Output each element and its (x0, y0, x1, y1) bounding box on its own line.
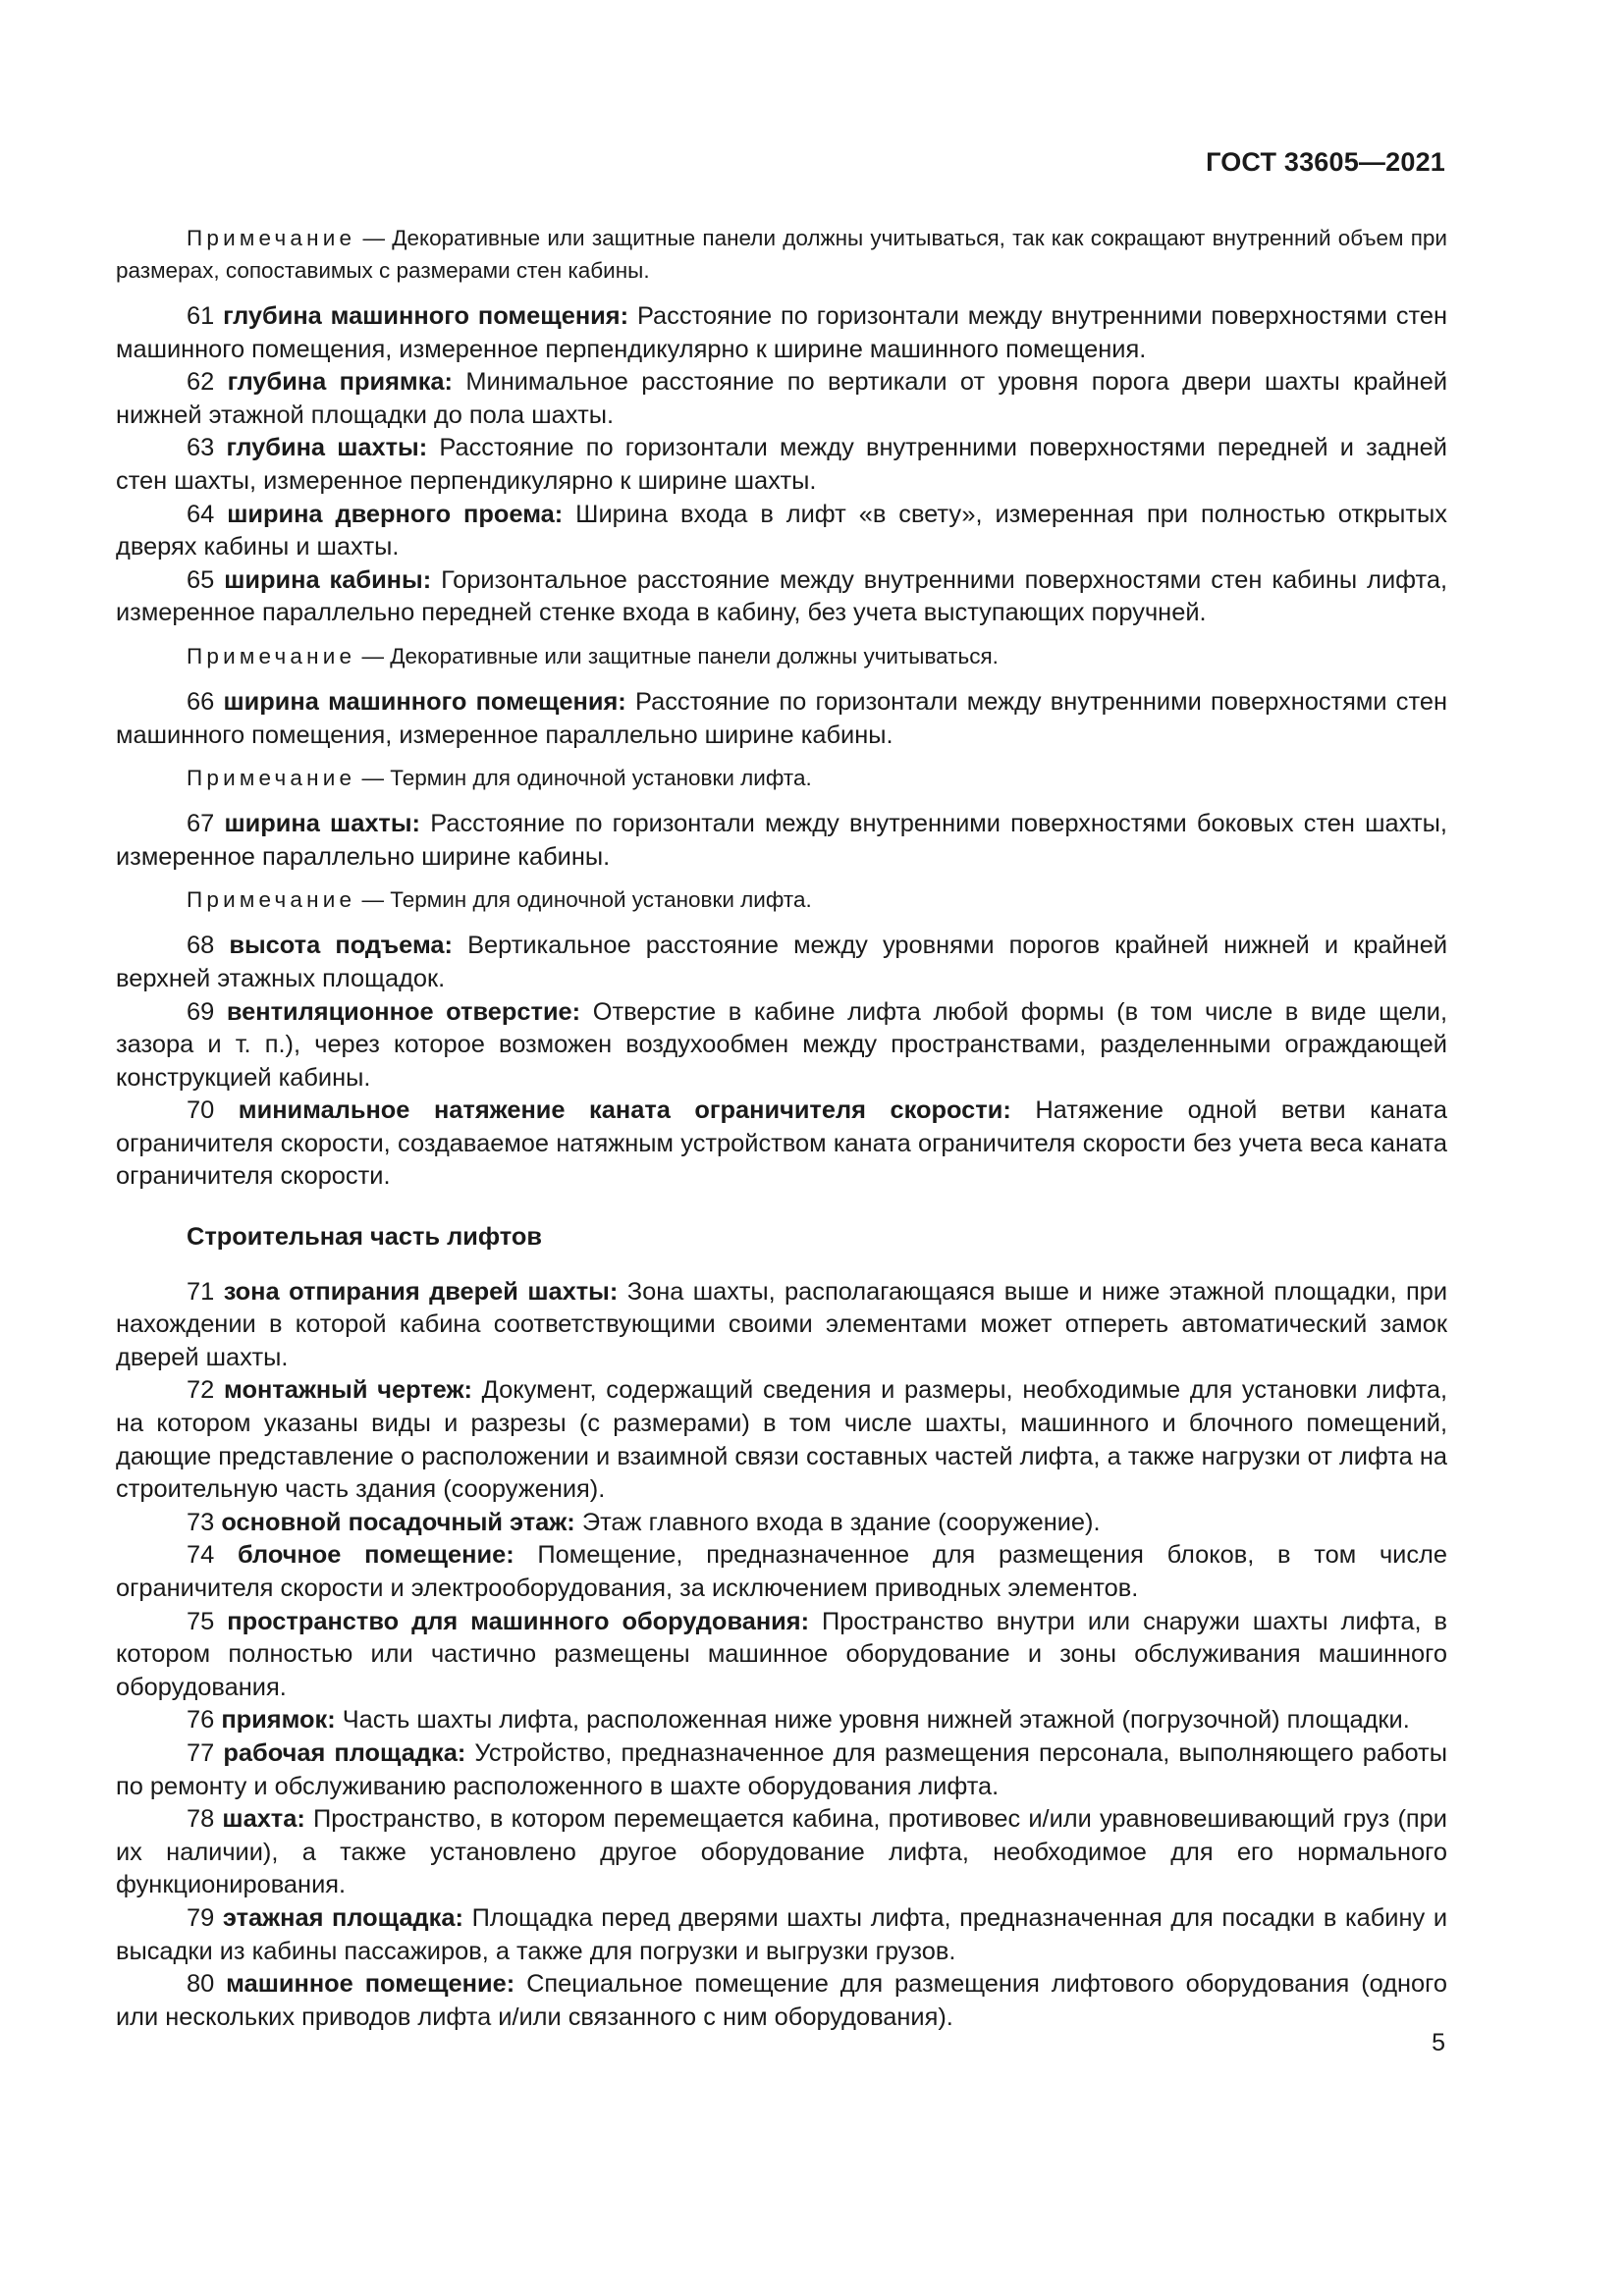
term-entry-66 (116, 686, 1447, 752)
term-definition: Вертикальное расстояние между уровнями порогов крайней нижней и крайней верхней этажных площадок. (116, 932, 1448, 992)
term-entry-77 (116, 1737, 1447, 1803)
term-title: блочное помещение: (238, 1541, 514, 1570)
term-definition: Расстояние по горизонтали между внутренними поверхностями передней и задней стен шахты, измеренное перпендикулярно к ширине шахты. (116, 434, 1447, 495)
note-label: Примечание (187, 887, 356, 913)
term-number: 72 (187, 1376, 215, 1405)
term-definition: Площадка перед дверями шахты лифта, предназначенная для посадки в кабину и высадки из кабины пассажиров, а также для погрузки и выгрузки грузов. (116, 1903, 1448, 1965)
note-text: Декоративные или защитные панели должны учитываться. (390, 643, 999, 668)
term-number: 67 (187, 810, 215, 838)
document-body (116, 222, 1447, 2034)
note-text: Термин для одиночной установки лифта. (390, 887, 812, 913)
term-title: вентиляционное отверстие: (226, 997, 581, 1026)
term-entry-65 (116, 564, 1447, 630)
term-number: 70 (187, 1096, 215, 1125)
term-definition: Минимальное расстояние по вертикали от уровня порога двери шахты крайней нижней этажной площадки до пола шахты. (116, 368, 1448, 429)
term-number: 76 (187, 1706, 215, 1735)
term-definition: Документ, содержащий сведения и размеры, необходимые для установки лифта, на котором указаны виды и разрезы (с размерами) в том числе шахты, машинного и блочного помещений, дающие представление о расположении и взаимной связи составных частей лифта, а также нагрузки от лифта на строительную часть здания (сооружения). (116, 1376, 1448, 1504)
term-title: машинное помещение: (226, 1970, 515, 1999)
term-title: этажная площадка: (222, 1903, 463, 1932)
term-title: глубина приямка: (227, 368, 453, 397)
term-entry-67 (116, 808, 1447, 874)
term-number: 62 (187, 368, 215, 397)
term-definition: Горизонтальное расстояние между внутренними поверхностями стен кабины лифта, измеренное параллельно передней стенке входа в кабину, без учета выступающих поручней. (116, 565, 1448, 627)
note-label: Примечание (187, 766, 356, 791)
term-entry-70 (116, 1095, 1447, 1194)
term-definition: Расстояние по горизонтали между внутренними поверхностями стен машинного помещения, измеренное перпендикулярно к ширине машинного помещения. (116, 302, 1447, 363)
term-number: 63 (187, 434, 215, 462)
term-entry-61 (116, 300, 1447, 366)
term-number: 78 (187, 1805, 215, 1834)
term-definition: Натяжение одной ветви каната ограничителя скорости, создаваемое натяжным устройством каната ограничителя скорости без учета веса каната ограничителя скорости. (116, 1096, 1447, 1191)
term-entry-73 (116, 1507, 1447, 1540)
term-title: ширина кабины: (224, 565, 432, 594)
note (116, 640, 1447, 672)
term-title: ширина машинного помещения: (223, 687, 626, 716)
term-title: шахта: (222, 1805, 305, 1834)
term-definition: Расстояние по горизонтали между внутренними поверхностями боковых стен шахты, измеренное параллельно ширине кабины. (116, 810, 1447, 871)
note (116, 222, 1447, 287)
term-title: ширина дверного проема: (227, 500, 564, 528)
term-definition: Пространство внутри или снаружи шахты лифта, в котором полностью или частично размещены машинное оборудование и зоны обслуживания машинного оборудования. (116, 1607, 1448, 1701)
term-number: 77 (187, 1738, 215, 1767)
term-title: приямок: (221, 1706, 336, 1735)
term-entry-72 (116, 1374, 1447, 1506)
term-number: 68 (187, 932, 215, 960)
term-definition: Этаж главного входа в здание (сооружение). (574, 1508, 1101, 1536)
term-definition: Специальное помещение для размещения лифтового оборудования (одного или нескольких приводов лифта и/или связанного с ним оборудования). (116, 1970, 1447, 2031)
term-entry-68 (116, 930, 1447, 995)
term-title: минимальное натяжение каната ограничителя скорости: (238, 1096, 1011, 1125)
note-text: Декоративные или защитные панели должны учитываться, так как сокращают внутренний объем при размерах, сопоставимых с размерами стен кабины. (116, 226, 1447, 283)
term-entry-74 (116, 1539, 1447, 1605)
term-number: 79 (187, 1903, 215, 1932)
term-definition: Помещение, предназначенное для размещения блоков, в том числе ограничителя скорости и электрооборудования, за исключением приводных элементов. (116, 1541, 1447, 1602)
term-title: высота подъема: (229, 932, 453, 960)
term-entry-71 (116, 1276, 1447, 1375)
note (116, 762, 1447, 794)
term-entry-80 (116, 1968, 1447, 2034)
term-definition: Зона шахты, располагающаяся выше и ниже этажной площадки, при нахождении в которой кабина соответствующими своими элементами может отпереть автоматический замок дверей шахты. (116, 1277, 1447, 1371)
note-dash: — (355, 766, 391, 791)
term-entry-69 (116, 996, 1447, 1095)
document-header: ГОСТ 33605—2021 (1206, 147, 1445, 177)
term-number: 75 (187, 1607, 215, 1635)
term-entry-62 (116, 366, 1447, 432)
term-number: 64 (187, 500, 215, 528)
term-number: 74 (187, 1541, 215, 1570)
note-label: Примечание (187, 643, 356, 668)
note-label: Примечание (187, 226, 356, 250)
term-title: глубина машинного помещения: (223, 302, 629, 330)
term-number: 69 (187, 997, 215, 1026)
note-dash: — (355, 226, 393, 250)
term-title: глубина шахты: (226, 434, 428, 462)
term-entry-64 (116, 499, 1447, 564)
term-entry-78 (116, 1803, 1447, 1902)
term-title: монтажный чертеж: (224, 1376, 472, 1405)
term-number: 71 (187, 1277, 215, 1306)
term-number: 61 (187, 302, 215, 330)
term-title: ширина шахты: (224, 810, 421, 838)
term-definition: Ширина входа в лифт «в свету», измеренная при полностью открытых дверях кабины и шахты. (116, 500, 1447, 561)
note-text: Термин для одиночной установки лифта. (390, 766, 812, 791)
term-number: 73 (187, 1508, 215, 1536)
term-number: 80 (187, 1970, 215, 1999)
term-entry-75 (116, 1606, 1447, 1705)
term-definition: Отверстие в кабине лифта любой формы (в том числе в виде щели, зазора и т. п.), через которое возможен воздухообмен между пространствами, разделенными ограждающей конструкцией кабины. (116, 997, 1448, 1092)
term-entry-79 (116, 1902, 1447, 1968)
page-number: 5 (1432, 2029, 1445, 2056)
term-definition: Устройство, предназначенное для размещения персонала, выполняющего работы по ремонту и обслуживанию расположенного в шахте оборудования лифта. (116, 1738, 1447, 1800)
note-dash: — (355, 887, 391, 913)
term-title: зона отпирания дверей шахты: (223, 1277, 619, 1306)
term-definition: Расстояние по горизонтали между внутренними поверхностями стен машинного помещения, измеренное параллельно ширине кабины. (116, 687, 1447, 749)
term-title: основной посадочный этаж: (221, 1508, 575, 1536)
term-definition: Пространство, в котором перемещается кабина, противовес и/или уравновешивающий груз (при их наличии), а также установлено другое оборудование лифта, необходимое для его нормального функционирования. (116, 1805, 1447, 1899)
note (116, 883, 1447, 916)
section-title: Строительная часть лифтов (187, 1223, 542, 1252)
term-number: 66 (187, 687, 215, 716)
term-entry-63 (116, 432, 1447, 498)
term-title: пространство для машинного оборудования: (227, 1607, 810, 1635)
term-definition: Часть шахты лифта, расположенная ниже уровня нижней этажной (погрузочной) площадки. (335, 1706, 1410, 1735)
note-dash: — (355, 643, 391, 668)
term-number: 65 (187, 565, 215, 594)
term-title: рабочая площадка: (223, 1738, 466, 1767)
term-entry-76 (116, 1704, 1447, 1737)
